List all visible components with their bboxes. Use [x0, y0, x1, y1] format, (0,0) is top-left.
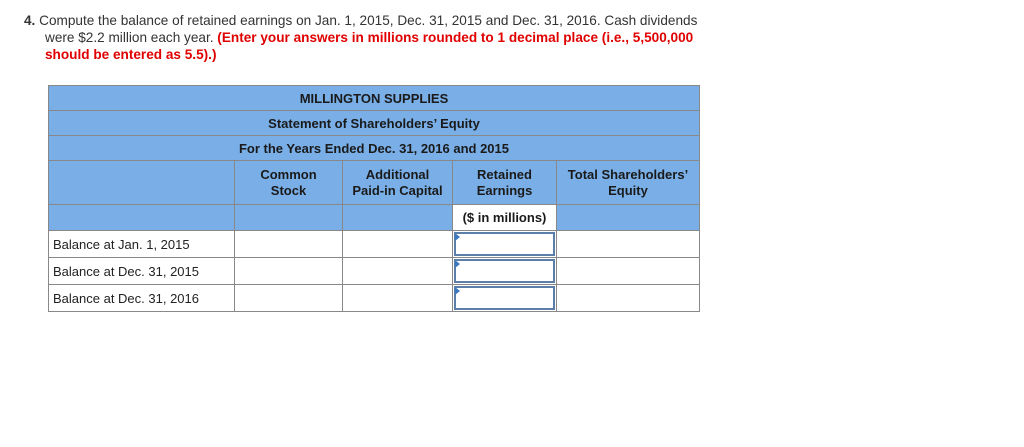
common-stock-cell: [235, 231, 343, 258]
total-equity-cell: [557, 258, 700, 285]
question-prompt: Compute the balance of retained earnings on Jan. 1, 2015, Dec. 31, 2015 and Dec. 31, 2016. Cash dividends were $2.2 million each year.: [39, 13, 698, 45]
unit-row-blank: [557, 205, 700, 231]
question-text: [24, 12, 714, 63]
unit-row-blank: [343, 205, 453, 231]
common-stock-cell: [235, 285, 343, 312]
company-name: MILLINGTON SUPPLIES: [49, 86, 700, 111]
column-header-common-stock: [235, 161, 343, 205]
column-header-total-shareholders-equity: [557, 161, 700, 205]
statement-period: For the Years Ended Dec. 31, 2016 and 2015: [49, 136, 700, 161]
unit-label: ($ in millions): [453, 205, 557, 231]
column-header-retained-earnings: [453, 161, 557, 205]
column-header-line: Earnings: [476, 182, 533, 198]
common-stock-cell: [235, 258, 343, 285]
shareholders-equity-table: [48, 85, 700, 312]
total-equity-cell: [557, 231, 700, 258]
column-header-line: Total Shareholders’: [567, 166, 689, 182]
paid-in-capital-cell: [343, 258, 453, 285]
retained-earnings-input-dec-31-2015[interactable]: [454, 259, 555, 283]
total-equity-cell: [557, 285, 700, 312]
column-header-additional-paid-in-capital: [343, 161, 453, 205]
input-flag-icon: [455, 233, 460, 241]
question-instruction: (Enter your answers in millions rounded to 1 decimal place (i.e., 5,500,000 should be entered as 5.5).): [45, 30, 694, 62]
table-row: [49, 231, 700, 258]
column-header-line: Common: [260, 166, 317, 182]
table-row: [49, 285, 700, 312]
retained-earnings-cell: [453, 285, 557, 312]
table-row: [49, 258, 700, 285]
column-header-line: Paid-in Capital: [352, 182, 443, 198]
column-header-line: Equity: [608, 182, 648, 198]
row-label: Balance at Dec. 31, 2016: [49, 285, 235, 312]
retained-earnings-cell: [453, 231, 557, 258]
question-number: 4.: [24, 13, 36, 28]
unit-row-blank: [235, 205, 343, 231]
input-flag-icon: [455, 260, 460, 268]
statement-title: Statement of Shareholders’ Equity: [49, 111, 700, 136]
retained-earnings-input-jan-1-2015[interactable]: [454, 232, 555, 256]
row-label: Balance at Jan. 1, 2015: [49, 231, 235, 258]
input-flag-icon: [455, 287, 460, 295]
column-header-blank: [49, 161, 235, 205]
retained-earnings-cell: [453, 258, 557, 285]
unit-row-blank: [49, 205, 235, 231]
row-label: Balance at Dec. 31, 2015: [49, 258, 235, 285]
retained-earnings-input-dec-31-2016[interactable]: [454, 286, 555, 310]
paid-in-capital-cell: [343, 231, 453, 258]
column-header-line: Stock: [270, 182, 307, 198]
paid-in-capital-cell: [343, 285, 453, 312]
column-header-line: Additional: [365, 166, 430, 182]
column-header-line: Retained: [477, 166, 532, 182]
